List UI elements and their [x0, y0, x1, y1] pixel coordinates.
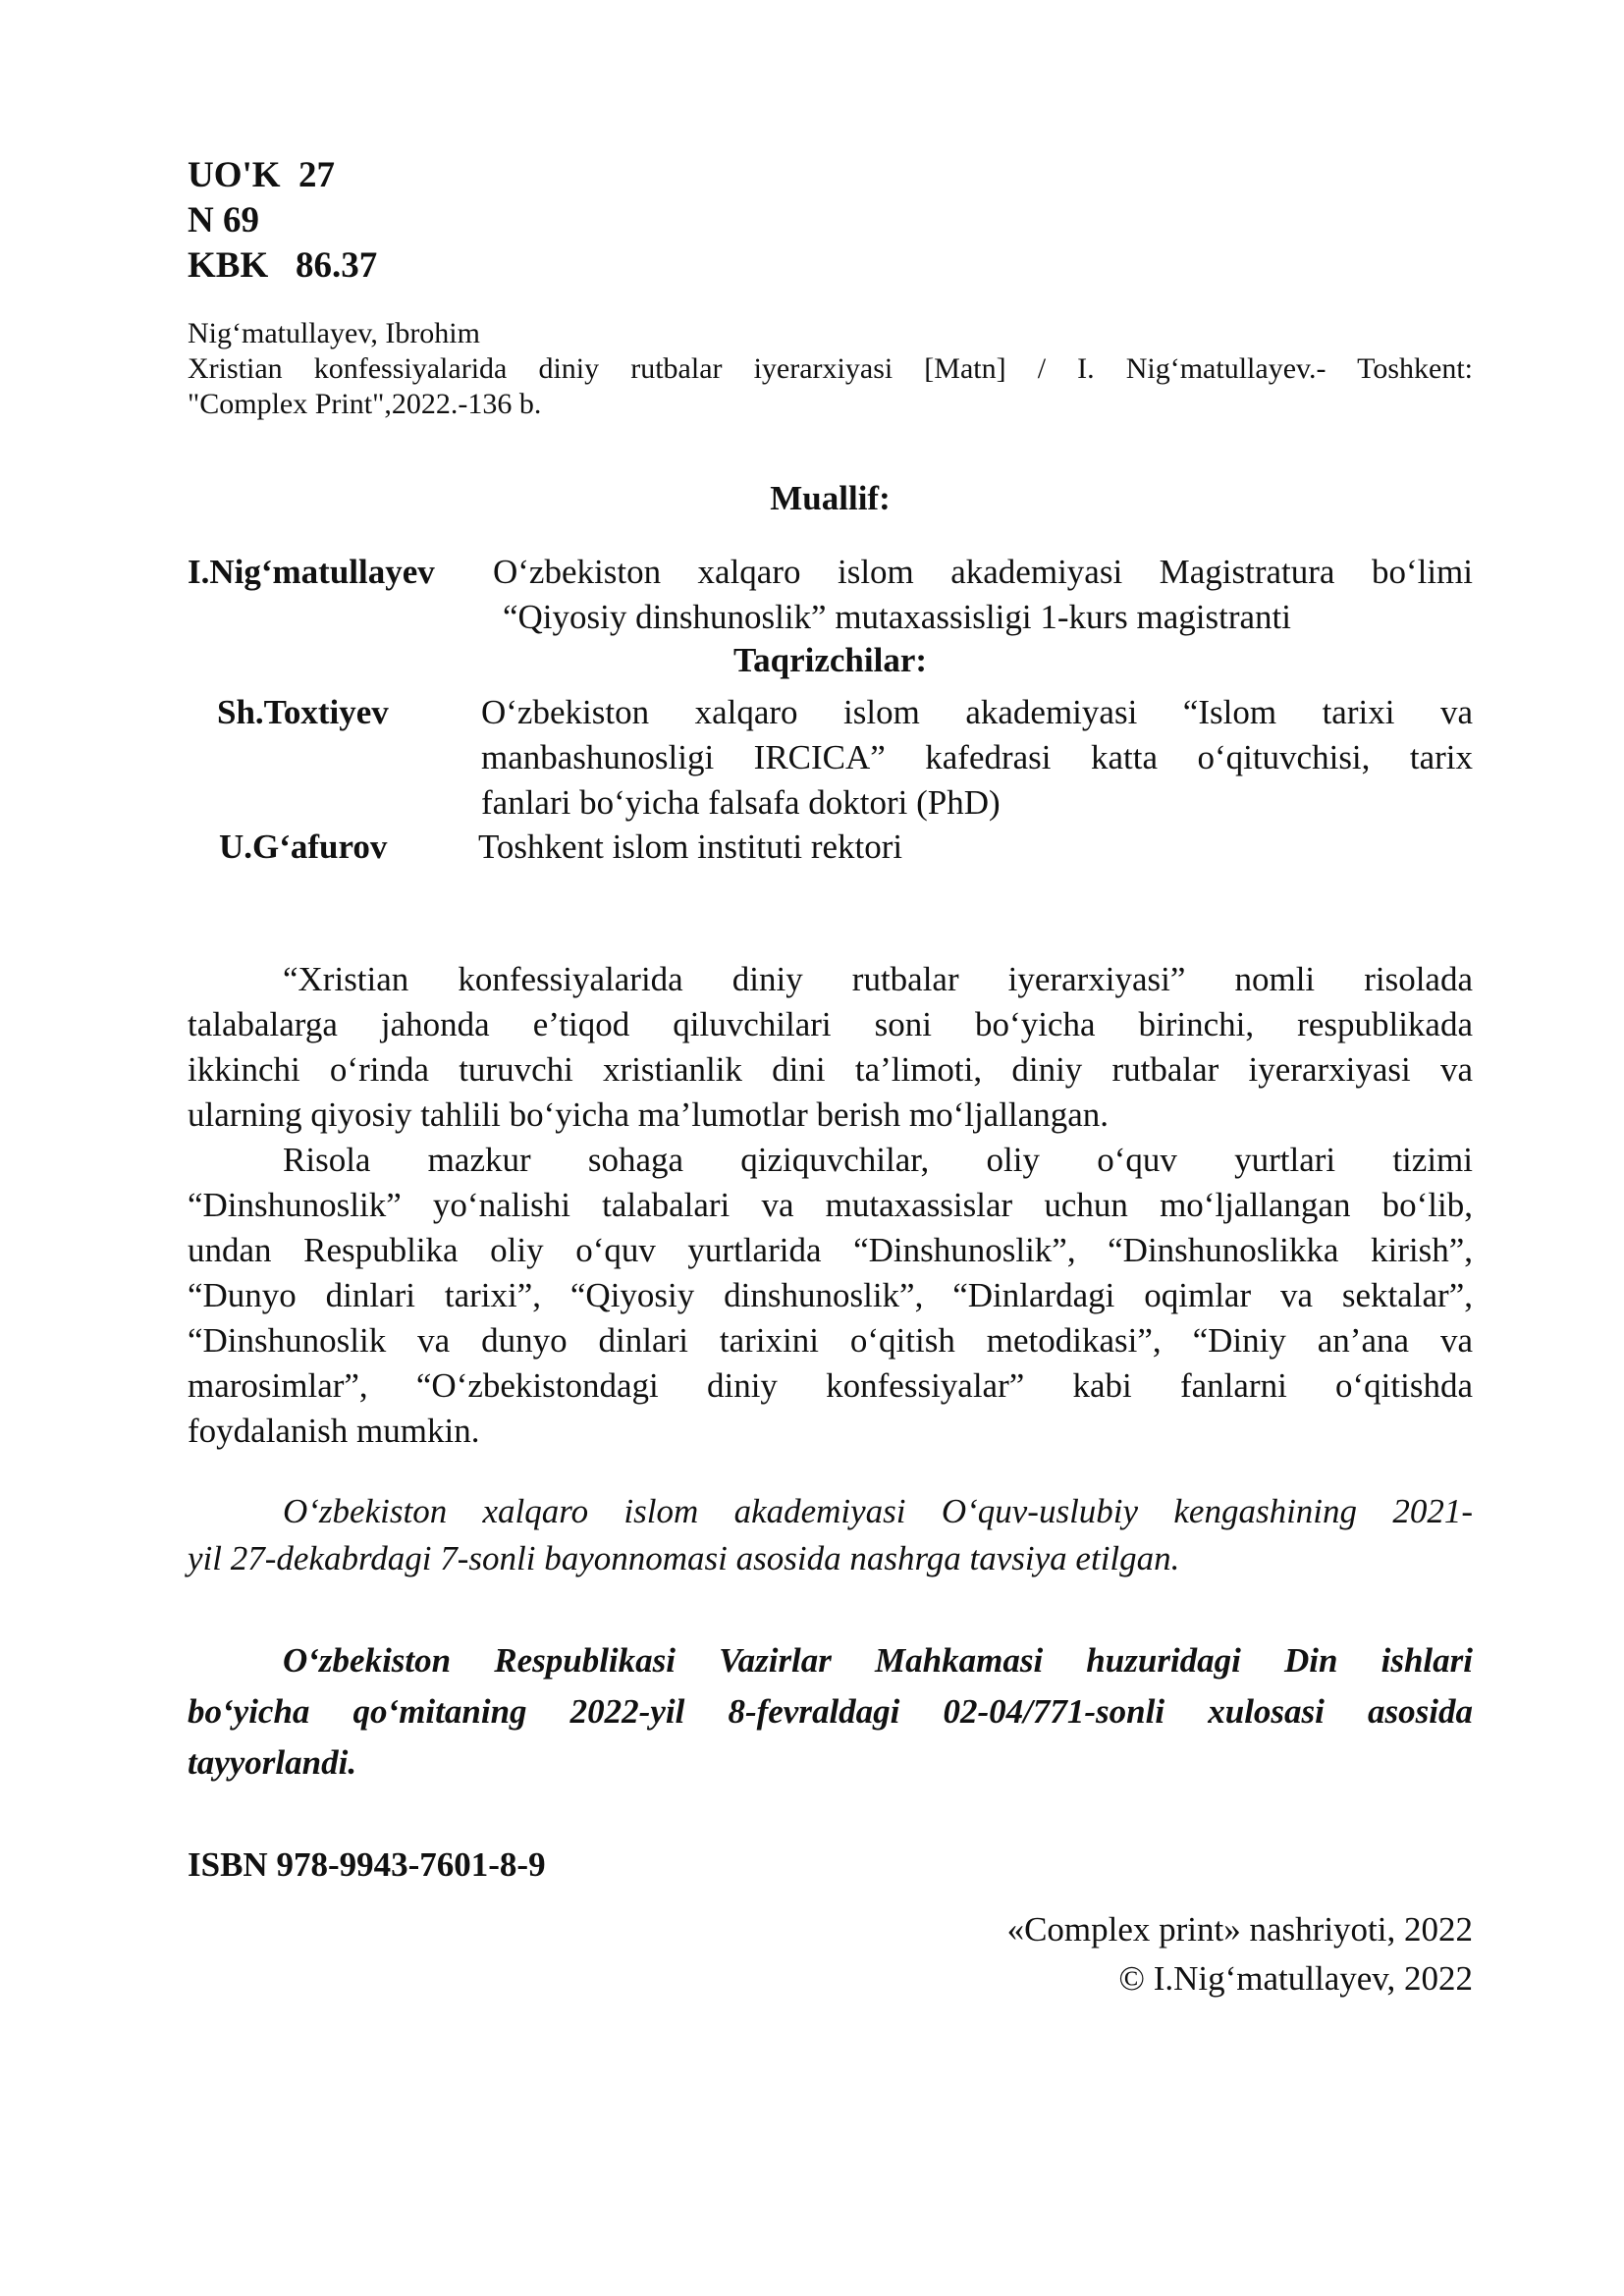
annotation-line: marosimlar”, “Oʻzbekistondagi diniy konfessiyalar” kabi fanlarni oʻqitishda: [188, 1366, 1473, 1405]
bibliographic-author: Nigʻmatullayev, Ibrohim: [188, 317, 480, 349]
reviewer-description-line: fanlari boʻyicha falsafa doktori (PhD): [481, 783, 1001, 822]
approval-note: [188, 1635, 1473, 1789]
author-entry: [188, 550, 1473, 640]
approval-line: boʻyicha qoʻmitaning 2022-yil 8-fevraldagi 02-04/771-sonli xulosasi asosida: [188, 1692, 1473, 1731]
reviewer-entry: [188, 825, 1473, 870]
annotation-line: ikkinchi oʻrinda turuvchi xristianlik dini ta’limoti, diniy rutbalar iyerarxiyasi va: [188, 1050, 1473, 1089]
author-name: I.Nigʻmatullayev: [188, 553, 435, 591]
approval-line: tayyorlandi.: [188, 1743, 357, 1782]
isbn: ISBN 978-9943-7601-8-9: [188, 1845, 546, 1884]
n-code: N 69: [188, 200, 259, 240]
reviewer-description-line: Oʻzbekiston xalqaro islom akademiyasi “Islom tarixi va: [481, 693, 1473, 731]
annotation-line: “Dinshunoslik” yoʻnalishi talabalari va mutaxassislar uchun moʻljallangan boʻlib,: [188, 1186, 1473, 1224]
recommendation-line: yil 27-dekabrdagi 7-sonli bayonnomasi asosida nashrga tavsiya etilgan.: [188, 1539, 1180, 1577]
reviewer-name: Sh.Toxtiyev: [217, 693, 389, 731]
kbk-code: KBK 86.37: [188, 245, 378, 286]
reviewer-description: [478, 825, 1473, 870]
author-heading: Muallif:: [770, 479, 891, 517]
reviewer-description: [481, 690, 1473, 826]
author-description-line: “Qiyosiy dinshunoslik” mutaxassisligi 1-kurs magistranti: [503, 598, 1292, 636]
bibliographic-record-line: "Complex Print",2022.-136 b.: [188, 388, 542, 420]
annotation-line: “Dunyo dinlari tarixi”, “Qiyosiy dinshunoslik”, “Dinlardagi oqimlar va sektalar”,: [188, 1276, 1473, 1314]
reviewer-description-line: manbashunosligi IRCICA” kafedrasi katta oʻqituvchisi, tarix: [481, 738, 1473, 776]
annotation-line: undan Respublika oliy oʻquv yurtlarida “Dinshunoslik”, “Dinshunoslikka kirish”,: [188, 1231, 1473, 1269]
classification-codes: [188, 153, 377, 289]
copyright-line: © I.Nigʻmatullayev, 2022: [1118, 1959, 1473, 1998]
approval-line: Oʻzbekiston Respublikasi Vazirlar Mahkamasi huzuridagi Din ishlari: [283, 1641, 1473, 1680]
author-description: [493, 550, 1473, 640]
annotation-line: ularning qiyosiy tahlili boʻyicha ma’lumotlar berish moʻljallangan.: [188, 1095, 1109, 1134]
bibliographic-record-line: Xristian konfessiyalarida diniy rutbalar iyerarxiyasi [Matn] / I. Nigʻmatullayev.- Toshkent:: [188, 352, 1473, 385]
annotation-line: “Xristian konfessiyalarida diniy rutbalar iyerarxiyasi” nomli risolada: [283, 960, 1473, 998]
annotation-line: foydalanish mumkin.: [188, 1412, 480, 1450]
recommendation-line: Oʻzbekiston xalqaro islom akademiyasi Oʻquv-uslubiy kengashining 2021-: [283, 1492, 1473, 1530]
recommendation-note: [188, 1488, 1473, 1582]
publisher-line: «Complex print» nashriyoti, 2022: [1006, 1910, 1473, 1949]
annotation-paragraph: [188, 1138, 1473, 1454]
annotation-line: Risola mazkur sohaga qiziquvchilar, oliy oʻquv yurtlari tizimi: [283, 1141, 1473, 1179]
reviewer-entry: [188, 690, 1473, 828]
uok-code: UO'K 27: [188, 155, 336, 195]
imprint: [1007, 1905, 1473, 2003]
reviewer-description-line: Toshkent islom instituti rektori: [478, 828, 903, 866]
reviewer-name: U.Gʻafurov: [219, 828, 388, 866]
annotation-line: talabalarga jahonda e’tiqod qiluvchilari soni boʻyicha birinchi, respublikada: [188, 1005, 1473, 1043]
reviewers-heading: Taqrizchilar:: [732, 641, 928, 679]
author-description-line: Oʻzbekiston xalqaro islom akademiyasi Magistratura boʻlimi: [493, 553, 1473, 591]
annotation: [188, 957, 1473, 1454]
annotation-paragraph: [188, 957, 1473, 1138]
annotation-line: “Dinshunoslik va dunyo dinlari tarixini oʻqitish metodikasi”, “Diniy an’ana va: [188, 1321, 1473, 1360]
bibliographic-record: [188, 316, 1473, 422]
